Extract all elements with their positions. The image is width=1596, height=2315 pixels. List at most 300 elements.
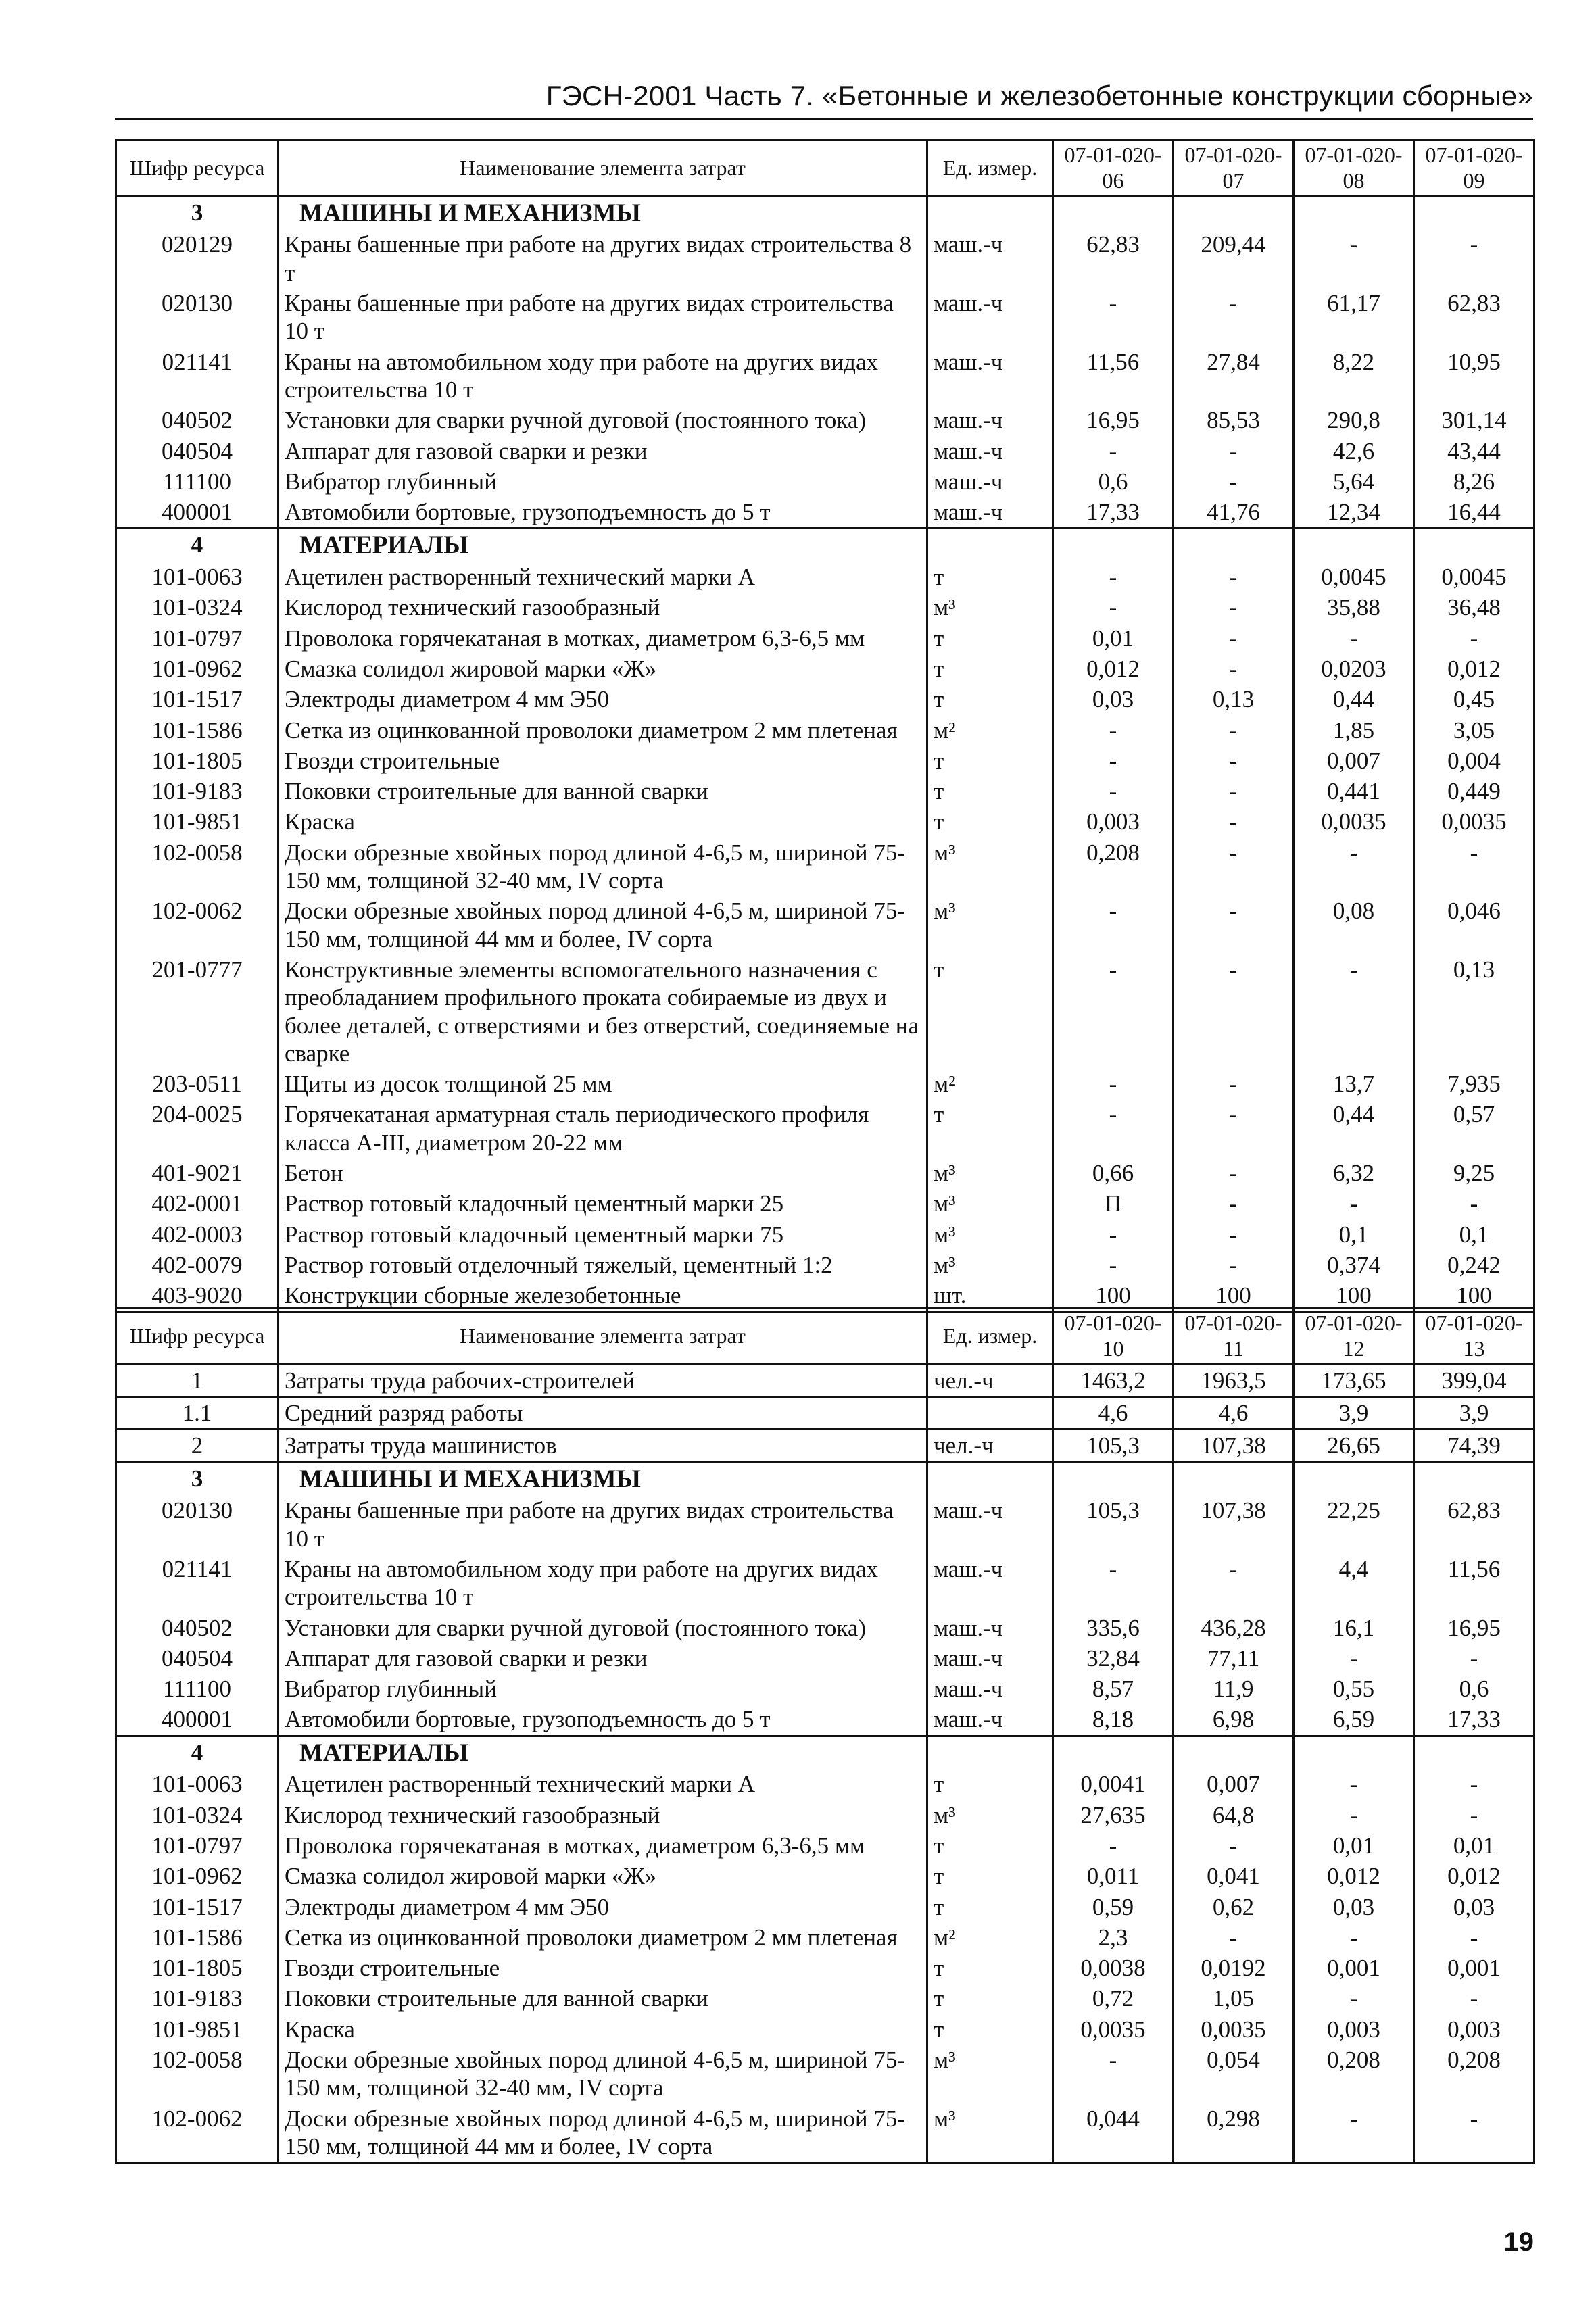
norm-value-cell: -	[1174, 1188, 1294, 1219]
norm-value-cell: 100	[1294, 1280, 1414, 1312]
table-row	[116, 654, 1534, 684]
norm-value-cell: -	[1414, 623, 1534, 654]
unit-cell: т	[927, 623, 1053, 654]
unit-cell: маш.-ч	[927, 1704, 1053, 1736]
resource-name-cell: Аппарат для газовой сварки и резки	[279, 436, 927, 466]
table-row	[116, 715, 1534, 746]
table-row	[116, 1892, 1534, 1922]
norm-value-cell: 62,83	[1414, 288, 1534, 347]
norm-value-cell: -	[1414, 1983, 1534, 2014]
resource-code-cell: 040504	[116, 436, 279, 466]
resource-code-cell: 102-0058	[116, 2045, 279, 2103]
norm-value-cell: 74,39	[1414, 1430, 1534, 1462]
page-header: ГЭСН-2001 Часть 7. «Бетонные и железобетонные конструкции сборные»	[546, 80, 1533, 112]
resource-name-cell: Раствор готовый кладочный цементный марки 25	[279, 1188, 927, 1219]
norm-value-cell: 0,208	[1294, 2045, 1414, 2103]
resource-name-cell: Щиты из досок толщиной 25 мм	[279, 1069, 927, 1099]
resource-name-cell: Кислород технический газообразный	[279, 1800, 927, 1830]
unit-cell: т	[927, 562, 1053, 592]
unit-cell: м²	[927, 715, 1053, 746]
resource-name-cell: Смазка солидол жировой марки «Ж»	[279, 654, 927, 684]
resource-code-cell: 101-0797	[116, 623, 279, 654]
norm-value-cell: 107,38	[1174, 1430, 1294, 1462]
resource-name-cell: Краны башенные при работе на других видах строительства 8 т	[279, 229, 927, 288]
table-row	[116, 1613, 1534, 1643]
table-row	[116, 592, 1534, 623]
unit-cell: маш.-ч	[927, 405, 1053, 435]
resource-code-cell: 101-0063	[116, 1769, 279, 1799]
norm-value-cell: 0,041	[1174, 1861, 1294, 1891]
norm-value-cell: 301,14	[1414, 405, 1534, 435]
norm-value-cell: 0,003	[1053, 806, 1174, 837]
norm-value-cell: 436,28	[1174, 1613, 1294, 1643]
unit-cell: маш.-ч	[927, 466, 1053, 497]
unit-cell: маш.-ч	[927, 1495, 1053, 1554]
resource-code-cell: 020129	[116, 229, 279, 288]
norm-value-cell: 0,6	[1053, 466, 1174, 497]
resource-code-cell: 4	[116, 1736, 279, 1769]
table-row	[116, 466, 1534, 497]
resource-name-cell: Вибратор глубинный	[279, 466, 927, 497]
norm-value-cell: 27,84	[1174, 347, 1294, 406]
norm-value-cell: 61,17	[1294, 288, 1414, 347]
column-header-norm: 07-01-020-12	[1294, 1308, 1414, 1365]
resource-code-cell: 402-0079	[116, 1250, 279, 1280]
table-row	[116, 837, 1534, 896]
unit-cell: м²	[927, 1922, 1053, 1953]
column-header-norm: 07-01-020-10	[1053, 1308, 1174, 1365]
table-row	[116, 1188, 1534, 1219]
resource-code-cell: 402-0001	[116, 1188, 279, 1219]
resource-code-cell: 020130	[116, 288, 279, 347]
norm-value-cell: 290,8	[1294, 405, 1414, 435]
norm-value-cell: 0,59	[1053, 1892, 1174, 1922]
resource-code-cell: 021141	[116, 347, 279, 406]
column-header-norm: 07-01-020-09	[1414, 140, 1534, 197]
resource-name-cell: Доски обрезные хвойных пород длиной 4-6,5 м, шириной 75-150 мм, толщиной 44 мм и более, IV сорта	[279, 896, 927, 954]
table-row	[116, 746, 1534, 776]
resource-name-cell: Доски обрезные хвойных пород длиной 4-6,5 м, шириной 75-150 мм, толщиной 44 мм и более, IV сорта	[279, 2103, 927, 2163]
norm-value-cell: -	[1174, 1830, 1294, 1861]
resource-code-cell: 101-9183	[116, 776, 279, 806]
resource-name-cell: Ацетилен растворенный технический марки А	[279, 1769, 927, 1799]
resource-code-cell: 203-0511	[116, 1069, 279, 1099]
column-header-norm: 07-01-020-07	[1174, 140, 1294, 197]
norm-value-cell: 8,22	[1294, 347, 1414, 406]
norm-value-cell	[1053, 529, 1174, 562]
resource-code-cell: 201-0777	[116, 954, 279, 1069]
table-row	[116, 1364, 1534, 1396]
resource-name-cell: Аппарат для газовой сварки и резки	[279, 1643, 927, 1674]
norm-value-cell: 0,0041	[1053, 1769, 1174, 1799]
unit-cell: м³	[927, 1250, 1053, 1280]
norm-value-cell: -	[1174, 837, 1294, 896]
norm-value-cell: 0,1	[1414, 1219, 1534, 1250]
column-header-unit: Ед. измер.	[927, 140, 1053, 197]
norm-value-cell: 16,95	[1053, 405, 1174, 435]
table-row	[116, 1643, 1534, 1674]
unit-cell: чел.-ч	[927, 1364, 1053, 1396]
norm-value-cell: 0,0045	[1294, 562, 1414, 592]
norm-value-cell: 0,0035	[1174, 2014, 1294, 2045]
norm-value-cell	[1414, 196, 1534, 229]
column-header-name: Наименование элемента затрат	[279, 140, 927, 197]
unit-cell: м³	[927, 1188, 1053, 1219]
norm-value-cell: 399,04	[1414, 1364, 1534, 1396]
norm-value-cell: 26,65	[1294, 1430, 1414, 1462]
norm-value-cell: -	[1414, 2103, 1534, 2163]
norm-value-cell: -	[1174, 746, 1294, 776]
norm-value-cell: 0,55	[1294, 1674, 1414, 1704]
norm-value-cell: 27,635	[1053, 1800, 1174, 1830]
table-row	[116, 1250, 1534, 1280]
norm-value-cell: 8,18	[1053, 1704, 1174, 1736]
norm-value-cell: -	[1174, 1219, 1294, 1250]
norm-value-cell: -	[1174, 1069, 1294, 1099]
resource-code-cell: 101-0063	[116, 562, 279, 592]
resource-name-cell: МАТЕРИАЛЫ	[279, 529, 927, 562]
unit-cell: т	[927, 2014, 1053, 2045]
norm-value-cell: -	[1174, 654, 1294, 684]
norm-value-cell: -	[1053, 288, 1174, 347]
unit-cell: т	[927, 1892, 1053, 1922]
resource-name-cell: Краны на автомобильном ходу при работе на других видах строительства 10 т	[279, 347, 927, 406]
unit-cell	[927, 1736, 1053, 1769]
unit-cell: м³	[927, 1800, 1053, 1830]
norm-value-cell: 0,449	[1414, 776, 1534, 806]
norm-value-cell: 0,44	[1294, 684, 1414, 714]
norm-value-cell: 12,34	[1294, 497, 1414, 529]
section-row	[116, 1462, 1534, 1495]
resource-table-1	[115, 139, 1535, 1313]
resource-code-cell: 101-1805	[116, 746, 279, 776]
resource-code-cell: 101-9183	[116, 1983, 279, 2014]
column-header-norm: 07-01-020-11	[1174, 1308, 1294, 1365]
norm-value-cell: 0,0035	[1053, 2014, 1174, 2045]
resource-code-cell: 402-0003	[116, 1219, 279, 1250]
norm-value-cell: 209,44	[1174, 229, 1294, 288]
norm-value-cell: -	[1174, 623, 1294, 654]
norm-value-cell	[1174, 1462, 1294, 1495]
unit-cell: маш.-ч	[927, 347, 1053, 406]
norm-value-cell: -	[1414, 1800, 1534, 1830]
norm-value-cell: -	[1294, 2103, 1414, 2163]
unit-cell: т	[927, 654, 1053, 684]
resource-code-cell: 102-0062	[116, 896, 279, 954]
norm-value-cell: -	[1053, 1069, 1174, 1099]
resource-code-cell: 101-1517	[116, 1892, 279, 1922]
norm-value-cell: -	[1294, 1769, 1414, 1799]
norm-value-cell: 0,66	[1053, 1158, 1174, 1188]
norm-value-cell: 0,0035	[1414, 806, 1534, 837]
norm-value-cell: -	[1174, 1250, 1294, 1280]
resource-name-cell: Вибратор глубинный	[279, 1674, 927, 1704]
norm-value-cell: 11,9	[1174, 1674, 1294, 1704]
norm-value-cell: 0,012	[1053, 654, 1174, 684]
norm-value-cell: 0,0192	[1174, 1953, 1294, 1983]
resource-code-cell: 020130	[116, 1495, 279, 1554]
unit-cell: маш.-ч	[927, 1613, 1053, 1643]
norm-value-cell: 105,3	[1053, 1495, 1174, 1554]
norm-value-cell: 0,001	[1414, 1953, 1534, 1983]
table-row	[116, 1554, 1534, 1613]
table-row	[116, 1861, 1534, 1891]
norm-value-cell: 0,72	[1053, 1983, 1174, 2014]
resource-code-cell: 3	[116, 196, 279, 229]
unit-cell	[927, 529, 1053, 562]
resource-name-cell: Гвозди строительные	[279, 1953, 927, 1983]
section-row	[116, 1736, 1534, 1769]
table-row	[116, 1219, 1534, 1250]
column-header-code: Шифр ресурса	[116, 140, 279, 197]
norm-value-cell: 0,08	[1294, 896, 1414, 954]
norm-value-cell: 11,56	[1053, 347, 1174, 406]
unit-cell: т	[927, 1099, 1053, 1158]
norm-value-cell: -	[1294, 229, 1414, 288]
norm-value-cell: -	[1174, 806, 1294, 837]
table-row	[116, 1769, 1534, 1799]
norm-value-cell	[1414, 1736, 1534, 1769]
resource-code-cell: 3	[116, 1462, 279, 1495]
resource-name-cell: Конструкции сборные железобетонные	[279, 1280, 927, 1312]
norm-value-cell: 77,11	[1174, 1643, 1294, 1674]
section-row	[116, 196, 1534, 229]
resource-name-cell: Автомобили бортовые, грузоподъемность до 5 т	[279, 1704, 927, 1736]
norm-value-cell: -	[1174, 1554, 1294, 1613]
resource-name-cell: Ацетилен растворенный технический марки А	[279, 562, 927, 592]
resource-name-cell: Кислород технический газообразный	[279, 592, 927, 623]
unit-cell: т	[927, 1861, 1053, 1891]
norm-value-cell: 3,05	[1414, 715, 1534, 746]
norm-value-cell: 3,9	[1414, 1397, 1534, 1430]
norm-value-cell: 0,208	[1414, 2045, 1534, 2103]
resource-code-cell: 101-0797	[116, 1830, 279, 1861]
norm-value-cell: -	[1053, 1099, 1174, 1158]
norm-value-cell: -	[1053, 746, 1174, 776]
resource-code-cell: 101-1805	[116, 1953, 279, 1983]
norm-value-cell: 4,4	[1294, 1554, 1414, 1613]
norm-value-cell: -	[1053, 1219, 1174, 1250]
table-row	[116, 1922, 1534, 1953]
norm-value-cell: 0,45	[1414, 684, 1534, 714]
resource-name-cell: Установки для сварки ручной дуговой (постоянного тока)	[279, 1613, 927, 1643]
norm-value-cell: -	[1174, 1158, 1294, 1188]
norm-value-cell: 2,3	[1053, 1922, 1174, 1953]
norm-value-cell: 0,44	[1294, 1099, 1414, 1158]
resource-name-cell: Электроды диаметром 4 мм Э50	[279, 1892, 927, 1922]
table-row	[116, 1704, 1534, 1736]
norm-value-cell: 4,6	[1174, 1397, 1294, 1430]
norm-value-cell: 0,012	[1294, 1861, 1414, 1891]
norm-value-cell: 0,003	[1414, 2014, 1534, 2045]
table-row	[116, 1953, 1534, 1983]
resource-name-cell: Электроды диаметром 4 мм Э50	[279, 684, 927, 714]
norm-value-cell: 105,3	[1053, 1430, 1174, 1462]
norm-value-cell: 0,004	[1414, 746, 1534, 776]
norm-value-cell: 7,935	[1414, 1069, 1534, 1099]
norm-value-cell: 8,26	[1414, 466, 1534, 497]
unit-cell: т	[927, 684, 1053, 714]
norm-value-cell: 0,441	[1294, 776, 1414, 806]
norm-value-cell: 0,62	[1174, 1892, 1294, 1922]
norm-value-cell: -	[1174, 1922, 1294, 1953]
unit-cell: м²	[927, 1069, 1053, 1099]
norm-value-cell: 17,33	[1414, 1704, 1534, 1736]
unit-cell: маш.-ч	[927, 1674, 1053, 1704]
norm-value-cell: -	[1053, 776, 1174, 806]
unit-cell: маш.-ч	[927, 1643, 1053, 1674]
resource-name-cell: Средний разряд работы	[279, 1397, 927, 1430]
unit-cell	[927, 1397, 1053, 1430]
section-row	[116, 529, 1534, 562]
resource-code-cell: 101-0324	[116, 1800, 279, 1830]
table-row	[116, 2103, 1534, 2163]
resource-name-cell: Проволока горячекатаная в мотках, диаметром 6,3-6,5 мм	[279, 623, 927, 654]
resource-code-cell: 101-0962	[116, 654, 279, 684]
resource-name-cell: Доски обрезные хвойных пород длиной 4-6,5 м, шириной 75-150 мм, толщиной 32-40 мм, IV сорта	[279, 837, 927, 896]
unit-cell: м³	[927, 1219, 1053, 1250]
norm-value-cell: 85,53	[1174, 405, 1294, 435]
norm-value-cell: 0,003	[1294, 2014, 1414, 2045]
resource-name-cell: Доски обрезные хвойных пород длиной 4-6,5 м, шириной 75-150 мм, толщиной 32-40 мм, IV сорта	[279, 2045, 927, 2103]
column-header-code: Шифр ресурса	[116, 1308, 279, 1365]
norm-value-cell	[1294, 529, 1414, 562]
norm-value-cell: 62,83	[1053, 229, 1174, 288]
norm-value-cell: -	[1294, 1188, 1414, 1219]
unit-cell: маш.-ч	[927, 288, 1053, 347]
resource-code-cell: 111100	[116, 1674, 279, 1704]
norm-value-cell: 43,44	[1414, 436, 1534, 466]
page-number: 19	[1503, 2227, 1534, 2257]
resource-name-cell: Затраты труда машинистов	[279, 1430, 927, 1462]
norm-value-cell: 0,374	[1294, 1250, 1414, 1280]
norm-value-cell: 0,57	[1414, 1099, 1534, 1158]
norm-value-cell: -	[1294, 1922, 1414, 1953]
norm-value-cell: 0,001	[1294, 1953, 1414, 1983]
unit-cell: маш.-ч	[927, 1554, 1053, 1613]
norm-value-cell: 4,6	[1053, 1397, 1174, 1430]
resource-code-cell: 040504	[116, 1643, 279, 1674]
resource-name-cell: Краска	[279, 806, 927, 837]
table-row	[116, 623, 1534, 654]
table-row	[116, 1099, 1534, 1158]
column-header-norm: 07-01-020-06	[1053, 140, 1174, 197]
norm-value-cell: 0,0045	[1414, 562, 1534, 592]
resource-code-cell: 101-0324	[116, 592, 279, 623]
resource-name-cell: Горячекатаная арматурная сталь периодического профиля класса А-III, диаметром 20-22 мм	[279, 1099, 927, 1158]
norm-value-cell: 42,6	[1294, 436, 1414, 466]
norm-value-cell: 0,046	[1414, 896, 1534, 954]
norm-value-cell: 3,9	[1294, 1397, 1414, 1430]
resource-name-cell: Краны башенные при работе на других видах строительства 10 т	[279, 288, 927, 347]
table-row	[116, 1430, 1534, 1462]
norm-value-cell: 1463,2	[1053, 1364, 1174, 1396]
norm-value-cell: 0,0038	[1053, 1953, 1174, 1983]
resource-code-cell: 1	[116, 1364, 279, 1396]
norm-value-cell: 0,1	[1294, 1219, 1414, 1250]
resource-code-cell: 400001	[116, 497, 279, 529]
norm-value-cell: -	[1174, 436, 1294, 466]
norm-value-cell	[1294, 1462, 1414, 1495]
norm-value-cell: -	[1174, 954, 1294, 1069]
norm-value-cell: 0,01	[1414, 1830, 1534, 1861]
resource-name-cell: Сетка из оцинкованной проволоки диаметром 2 мм плетеная	[279, 1922, 927, 1953]
resource-name-cell: Смазка солидол жировой марки «Ж»	[279, 1861, 927, 1891]
column-header-norm: 07-01-020-08	[1294, 140, 1414, 197]
norm-value-cell: -	[1294, 954, 1414, 1069]
norm-value-cell	[1053, 1736, 1174, 1769]
norm-value-cell	[1053, 196, 1174, 229]
norm-value-cell: 0,03	[1414, 1892, 1534, 1922]
table-row	[116, 497, 1534, 529]
table-row	[116, 806, 1534, 837]
norm-value-cell: 6,32	[1294, 1158, 1414, 1188]
norm-value-cell: 6,59	[1294, 1704, 1414, 1736]
unit-cell: м³	[927, 2045, 1053, 2103]
resource-code-cell: 400001	[116, 1704, 279, 1736]
resource-name-cell: Проволока горячекатаная в мотках, диаметром 6,3-6,5 мм	[279, 1830, 927, 1861]
resource-name-cell: Установки для сварки ручной дуговой (постоянного тока)	[279, 405, 927, 435]
resource-name-cell: Затраты труда рабочих-строителей	[279, 1364, 927, 1396]
table-row	[116, 1983, 1534, 2014]
resource-code-cell: 021141	[116, 1554, 279, 1613]
table-row	[116, 1495, 1534, 1554]
table-row	[116, 2045, 1534, 2103]
norm-value-cell: -	[1174, 288, 1294, 347]
table-row	[116, 436, 1534, 466]
norm-value-cell: 16,44	[1414, 497, 1534, 529]
table-row	[116, 2014, 1534, 2045]
norm-value-cell: 5,64	[1294, 466, 1414, 497]
resource-code-cell: 2	[116, 1430, 279, 1462]
norm-value-cell: 0,007	[1174, 1769, 1294, 1799]
norm-value-cell: -	[1414, 1769, 1534, 1799]
unit-cell: маш.-ч	[927, 497, 1053, 529]
norm-value-cell: -	[1053, 436, 1174, 466]
norm-value-cell: 173,65	[1294, 1364, 1414, 1396]
norm-value-cell: 16,1	[1294, 1613, 1414, 1643]
norm-value-cell: 0,208	[1053, 837, 1174, 896]
unit-cell: м³	[927, 592, 1053, 623]
table-row	[116, 684, 1534, 714]
resource-code-cell: 101-0962	[116, 1861, 279, 1891]
norm-value-cell: 16,95	[1414, 1613, 1534, 1643]
table-row	[116, 1158, 1534, 1188]
norm-value-cell: -	[1294, 837, 1414, 896]
resource-name-cell: Раствор готовый кладочный цементный марки 75	[279, 1219, 927, 1250]
norm-value-cell: 36,48	[1414, 592, 1534, 623]
norm-value-cell	[1414, 1462, 1534, 1495]
resource-code-cell: 111100	[116, 466, 279, 497]
column-header-name: Наименование элемента затрат	[279, 1308, 927, 1365]
norm-value-cell: 0,242	[1414, 1250, 1534, 1280]
table-row	[116, 229, 1534, 288]
resource-code-cell: 101-9851	[116, 2014, 279, 2045]
resource-name-cell: Гвозди строительные	[279, 746, 927, 776]
resource-name-cell: Бетон	[279, 1158, 927, 1188]
norm-value-cell: -	[1294, 1983, 1414, 2014]
resource-name-cell: МАШИНЫ И МЕХАНИЗМЫ	[279, 196, 927, 229]
resource-table-2	[115, 1307, 1535, 2164]
norm-value-cell: 10,95	[1414, 347, 1534, 406]
unit-cell: т	[927, 1769, 1053, 1799]
unit-cell: т	[927, 1983, 1053, 2014]
unit-cell: м³	[927, 1158, 1053, 1188]
table-header-row	[116, 140, 1534, 197]
resource-code-cell: 101-1517	[116, 684, 279, 714]
norm-value-cell	[1174, 1736, 1294, 1769]
norm-value-cell	[1414, 529, 1534, 562]
